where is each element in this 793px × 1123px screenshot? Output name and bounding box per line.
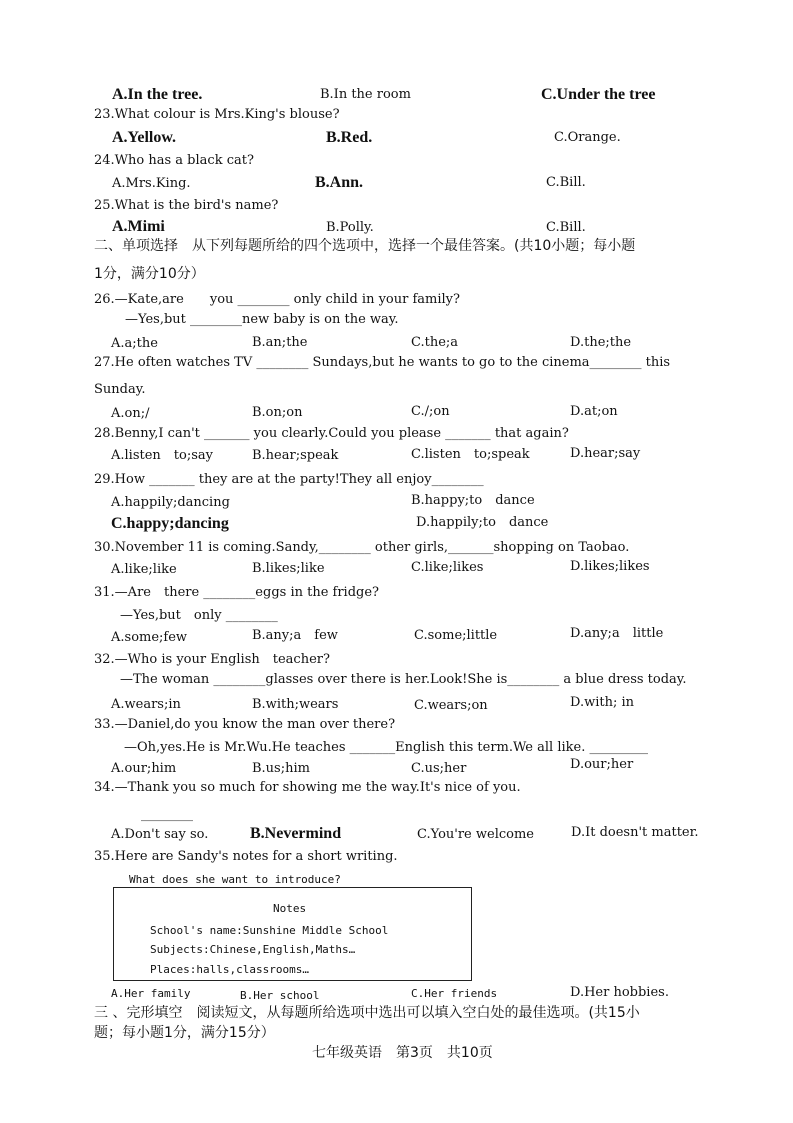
q30-stem: 30.November 11 is coming.Sandy,________ other girls,_______shopping on Taobao. [94, 540, 630, 555]
q22-option-c: C.Under the tree [541, 86, 656, 103]
q32-stem-line1: 32.—Who is your English teacher? [94, 652, 330, 667]
q28-option-a: A.listen to;say [111, 448, 213, 463]
notes-line-subjects: Subjects:Chinese,English,Maths… [150, 943, 356, 956]
q30-option-d: D.likes;likes [570, 559, 650, 574]
q32-stem-line2: —The woman ________glasses over there is her.Look!She is________ a blue dress today. [120, 672, 687, 687]
q28-option-b: B.hear;speak [252, 448, 339, 463]
q24-option-a: A.Mrs.King. [112, 176, 191, 191]
q35-prompt: What does she want to introduce? [129, 873, 341, 886]
q25-option-a: A.Mimi [112, 218, 165, 235]
q23-option-c: C.Orange. [554, 130, 621, 145]
q33-option-d: D.our;her [570, 757, 634, 772]
q34-option-c: C.You're welcome [417, 827, 534, 842]
q33-option-a: A.our;him [111, 761, 177, 776]
q30-option-a: A.like;like [111, 562, 177, 577]
q33-option-c: C.us;her [411, 761, 467, 776]
q23-option-b: B.Red. [326, 129, 373, 146]
q29-option-b: B.happy;to dance [411, 493, 535, 508]
q29-stem: 29.How _______ they are at the party!They all enjoy________ [94, 472, 484, 487]
q34-stem-line2: ________ [141, 807, 193, 822]
q30-option-c: C.like;likes [411, 560, 484, 575]
q30-option-b: B.likes;like [252, 561, 325, 576]
q31-option-a: A.some;few [111, 630, 188, 645]
q34-option-b: B.Nevermind [250, 825, 342, 842]
q34-option-a: A.Don't say so. [111, 827, 209, 842]
q33-stem-line2: —Oh,yes.He is Mr.Wu.He teaches _______English this term.We all like. _________ [124, 740, 648, 755]
q27-option-b: B.on;on [252, 405, 303, 420]
q31-stem-line1: 31.—Are there ________eggs in the fridge? [94, 585, 380, 600]
q35-stem: 35.Here are Sandy's notes for a short writing. [94, 849, 398, 864]
q27-option-a: A.on;/ [111, 406, 150, 421]
q29-option-c: C.happy;dancing [111, 515, 229, 532]
q34-stem-line1: 34.—Thank you so much for showing me the way.It's nice of you. [94, 780, 521, 795]
q32-option-d: D.with; in [570, 695, 635, 710]
section2-heading-line1: 二、单项选择 从下列每题所给的四个选项中，选择一个最佳答案。(共10小题；每小题 [94, 238, 636, 254]
q31-stem-line2: —Yes,but only ________ [120, 608, 278, 623]
q26-option-a: A.a;the [111, 336, 158, 351]
q32-option-b: B.with;wears [252, 697, 339, 712]
q26-option-d: D.the;the [570, 335, 632, 350]
q26-stem-line1: 26.—Kate,are you ________ only child in your family? [94, 292, 460, 307]
q28-option-d: D.hear;say [570, 446, 641, 461]
section3-heading-line2: 题；每小题1分，满分15分） [94, 1025, 275, 1041]
q25-option-c: C.Bill. [546, 220, 586, 235]
q26-stem-line2: —Yes,but ________new baby is on the way. [125, 312, 399, 327]
q24-option-b: B.Ann. [315, 174, 364, 191]
q31-option-c: C.some;little [414, 628, 498, 643]
q24-stem: 24.Who has a black cat? [94, 153, 254, 168]
q31-option-d: D.any;a little [570, 626, 664, 641]
q26-option-c: C.the;a [411, 335, 459, 350]
q28-stem: 28.Benny,I can't _______ you clearly.Could you please _______ that again? [94, 426, 569, 441]
q32-option-c: C.wears;on [414, 698, 488, 713]
q35-option-b: B.Her school [240, 989, 320, 1002]
q24-option-c: C.Bill. [546, 175, 586, 190]
q22-option-a: A.In the tree. [112, 86, 203, 103]
q27-option-c: C./;on [411, 404, 450, 419]
q33-stem-line1: 33.—Daniel,do you know the man over there? [94, 717, 396, 732]
q27-option-d: D.at;on [570, 404, 618, 419]
q35-option-a: A.Her family [111, 987, 191, 1000]
q25-stem: 25.What is the bird's name? [94, 198, 279, 213]
q23-option-a: A.Yellow. [112, 129, 176, 146]
notes-line-places: Places:halls,classrooms… [150, 963, 309, 976]
q31-option-b: B.any;a few [252, 628, 338, 643]
q26-option-b: B.an;the [252, 335, 308, 350]
section2-heading-line2: 1分，满分10分） [94, 266, 205, 282]
q35-option-d: D.Her hobbies. [570, 985, 669, 1000]
q22-option-b: B.In the room [320, 87, 411, 102]
notes-box [113, 887, 472, 981]
q32-option-a: A.wears;in [111, 697, 181, 712]
section3-heading-line1: 三 、完形填空 阅读短文，从每题所给选项中选出可以填入空白处的最佳选项。(共15小 [94, 1005, 640, 1021]
q28-option-c: C.listen to;speak [411, 447, 530, 462]
q29-option-d: D.happily;to dance [416, 515, 549, 530]
q23-stem: 23.What colour is Mrs.King's blouse? [94, 107, 340, 122]
page-footer: 七年级英语 第3页 共10页 [312, 1045, 493, 1061]
notes-line-school: School's name:Sunshine Middle School [150, 924, 389, 937]
q25-option-b: B.Polly. [326, 220, 374, 235]
q35-option-c: C.Her friends [411, 987, 498, 1000]
q29-option-a: A.happily;dancing [111, 495, 230, 510]
q34-option-d: D.It doesn't matter. [571, 825, 699, 840]
q33-option-b: B.us;him [252, 761, 310, 776]
q27-stem-line1: 27.He often watches TV ________ Sundays,but he wants to go to the cinema________ this [94, 355, 671, 370]
q27-stem-line2: Sunday. [94, 382, 146, 397]
notes-title: Notes [273, 902, 307, 915]
